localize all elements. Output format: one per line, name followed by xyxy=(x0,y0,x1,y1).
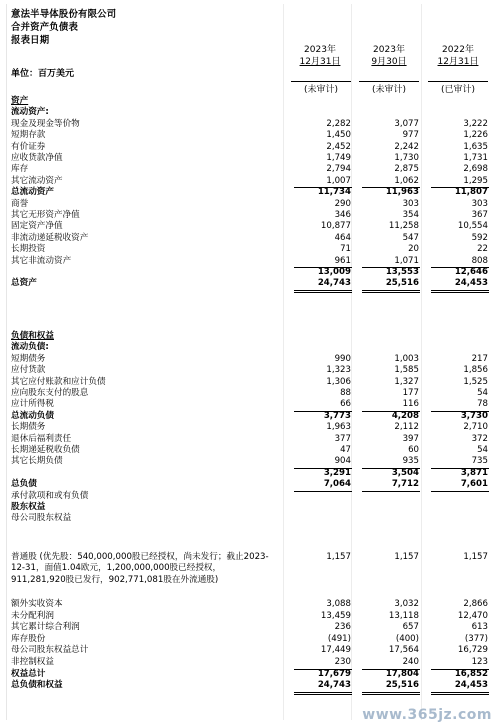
cell-value: 1,323 xyxy=(326,365,351,376)
cell-value: 12,470 xyxy=(457,610,488,621)
table-row xyxy=(7,119,494,130)
row-label: 短期债务 xyxy=(11,353,46,364)
cell-value: (491) xyxy=(327,633,351,644)
audit-status-2: (未审计) xyxy=(371,85,407,95)
cell-value: 977 xyxy=(402,130,419,141)
cell-value: 4,208 xyxy=(391,410,419,421)
cell-value: 7,601 xyxy=(460,479,488,490)
single-rule xyxy=(431,187,489,188)
table-row xyxy=(7,445,494,456)
row-label: 长期投资 xyxy=(11,244,46,255)
double-rule xyxy=(431,692,489,695)
table-row xyxy=(7,468,494,479)
table-row xyxy=(7,130,494,141)
balance-sheet xyxy=(6,4,493,720)
row-label: 母公司股东权益总计 xyxy=(11,645,89,656)
cell-value: 217 xyxy=(471,353,488,364)
single-rule xyxy=(431,411,489,412)
table-row xyxy=(7,267,494,278)
cell-value: 1,007 xyxy=(326,175,351,186)
cell-value: 2,282 xyxy=(326,118,351,129)
cell-value: 3,871 xyxy=(460,467,488,478)
column-header-2: 2023年 9月30日 xyxy=(371,45,407,67)
table-row xyxy=(7,611,494,622)
column-header-1: 2023年 12月31日 xyxy=(299,45,341,67)
single-rule xyxy=(431,669,489,670)
table-row xyxy=(7,388,494,399)
table-row xyxy=(7,491,494,502)
row-label: 其它应付账款和应计负债 xyxy=(11,376,106,387)
cell-value: 1,327 xyxy=(394,376,419,387)
single-rule xyxy=(362,411,420,412)
row-label: 其它累计综合利润 xyxy=(11,622,80,633)
cell-value: 24,453 xyxy=(454,680,488,691)
cell-value: 592 xyxy=(471,232,488,243)
cell-value: 377 xyxy=(334,433,351,444)
cell-value: 11,258 xyxy=(388,221,419,232)
cell-value: 78 xyxy=(477,399,488,410)
cell-value: 354 xyxy=(402,210,419,220)
statement-title: 合并资产负债表 xyxy=(11,22,79,33)
cell-value: 372 xyxy=(471,433,488,444)
row-label: 流动负债: xyxy=(11,342,49,353)
single-rule xyxy=(294,468,352,469)
cell-value: 2,698 xyxy=(463,164,488,175)
cell-value: 240 xyxy=(402,657,419,667)
table-row xyxy=(7,669,494,680)
table-row xyxy=(7,502,494,513)
row-label: 总负债 xyxy=(11,479,37,490)
table-row xyxy=(7,244,494,255)
single-rule xyxy=(294,187,352,188)
cell-value: 464 xyxy=(334,232,351,243)
cell-value: 1,749 xyxy=(326,153,351,163)
cell-value: 1,062 xyxy=(394,175,419,186)
row-label: 应计所得税 xyxy=(11,399,54,410)
cell-value: 13,459 xyxy=(320,610,351,621)
cell-value: 3,730 xyxy=(460,410,488,421)
cell-value: 17,449 xyxy=(320,645,351,656)
row-label: 商誉 xyxy=(11,198,29,209)
table-row xyxy=(7,96,494,107)
cell-value: 13,553 xyxy=(385,267,419,277)
table-row xyxy=(7,331,494,342)
cell-value: 24,453 xyxy=(454,278,488,289)
row-label: 非控制权益 xyxy=(11,657,54,667)
double-rule xyxy=(362,290,420,293)
cell-value: 10,554 xyxy=(457,221,488,232)
single-rule xyxy=(362,491,420,492)
cell-value: 11,807 xyxy=(454,187,488,198)
cell-value: 25,516 xyxy=(385,278,419,289)
row-label: 其它非流动资产 xyxy=(11,255,72,266)
cell-value: 346 xyxy=(334,210,351,220)
cell-value: 3,088 xyxy=(326,599,351,609)
table-row xyxy=(7,342,494,353)
column-header-3: 2022年 12月31日 xyxy=(437,45,479,67)
cell-value: 11,734 xyxy=(317,187,351,198)
row-label: 其它长期负债 xyxy=(11,456,63,467)
cell-value: 657 xyxy=(402,622,419,633)
row-label: 库存股份 xyxy=(11,633,46,644)
table-row xyxy=(7,233,494,244)
cell-value: 1,295 xyxy=(463,175,488,186)
watermark: www.365jz.com xyxy=(362,707,492,723)
cell-value: 1,731 xyxy=(463,153,488,163)
row-label: 未分配利润 xyxy=(11,610,54,621)
common-stock-row xyxy=(7,552,494,598)
cell-value: 24,743 xyxy=(317,278,351,289)
cell-value: 25,516 xyxy=(385,680,419,691)
row-label: 其它无形资产净值 xyxy=(11,210,80,220)
row-label: 应收货款净值 xyxy=(11,153,63,163)
cell-value: 24,743 xyxy=(317,680,351,691)
cell-value: 3,773 xyxy=(323,410,351,421)
cell-value: 88 xyxy=(340,388,351,398)
cell-value: 935 xyxy=(402,456,419,467)
cell-value: 16,729 xyxy=(457,645,488,656)
cell-value: 904 xyxy=(334,456,351,467)
cell-value: 735 xyxy=(471,456,488,467)
report-date-label: 报表日期 xyxy=(11,35,50,46)
table-row xyxy=(7,199,494,210)
cell-value: 1,226 xyxy=(463,130,488,141)
company-name: 意法半导体股份有限公司 xyxy=(11,9,117,20)
cell-value: 7,712 xyxy=(391,479,419,490)
table-row xyxy=(7,645,494,656)
cell-value: 1,157 xyxy=(463,552,488,562)
table-row xyxy=(7,153,494,164)
row-label: 母公司股东权益 xyxy=(11,513,72,524)
cell-value: 66 xyxy=(340,399,351,410)
cell-value: 303 xyxy=(471,198,488,209)
double-rule xyxy=(431,290,489,293)
row-label: 退休后福利责任 xyxy=(11,433,72,444)
single-rule xyxy=(294,411,352,412)
cell-value: (377) xyxy=(464,633,488,644)
cell-value: 3,077 xyxy=(394,118,419,129)
row-label: 总流动资产 xyxy=(11,187,54,198)
row-label: 总资产 xyxy=(11,278,37,289)
audit-status-3: (已审计) xyxy=(440,85,476,95)
row-label: 资产 xyxy=(11,96,29,106)
row-label: 应向股东支付的股息 xyxy=(11,388,89,398)
unit-label: 单位：百万美元 xyxy=(11,69,75,79)
cell-value: 290 xyxy=(334,198,351,209)
row-label: 长期递延税收负债 xyxy=(11,445,80,455)
table-row xyxy=(7,256,494,267)
cell-value: 17,679 xyxy=(317,668,351,679)
row-label: 长期债务 xyxy=(11,422,46,433)
cell-value: 1,585 xyxy=(394,365,419,376)
single-rule xyxy=(431,468,489,469)
table-row xyxy=(7,434,494,445)
cell-value: 1,450 xyxy=(326,130,351,141)
cell-value: (400) xyxy=(395,633,419,644)
single-rule xyxy=(362,669,420,670)
cell-value: 1,730 xyxy=(394,153,419,163)
row-label: 固定资产净值 xyxy=(11,221,63,232)
cell-value: 1,963 xyxy=(326,422,351,433)
table-row xyxy=(7,365,494,376)
row-label: 库存 xyxy=(11,164,29,175)
table-row xyxy=(7,622,494,633)
table-row xyxy=(7,422,494,433)
cell-value: 16,852 xyxy=(454,668,488,679)
table-row xyxy=(7,479,494,490)
cell-value: 54 xyxy=(477,388,488,398)
double-rule xyxy=(294,290,352,293)
cell-value: 397 xyxy=(402,433,419,444)
cell-value: 22 xyxy=(477,244,488,255)
cell-value: 60 xyxy=(408,445,419,455)
table-row xyxy=(7,221,494,232)
single-rule xyxy=(294,491,352,492)
row-label: 有价证券 xyxy=(11,141,46,152)
table-row xyxy=(7,187,494,198)
cell-value: 230 xyxy=(334,657,351,667)
table-row xyxy=(7,411,494,422)
cell-value: 961 xyxy=(334,255,351,266)
cell-value: 990 xyxy=(334,353,351,364)
table-row xyxy=(7,657,494,668)
cell-value: 3,504 xyxy=(391,467,419,478)
cell-value: 11,963 xyxy=(385,187,419,198)
double-rule xyxy=(362,692,420,695)
cell-value: 2,452 xyxy=(326,141,351,152)
cell-value: 177 xyxy=(402,388,419,398)
single-rule xyxy=(362,267,420,268)
table-row xyxy=(7,456,494,467)
row-label: 其它流动资产 xyxy=(11,175,63,186)
table-row xyxy=(7,354,494,365)
single-rule xyxy=(362,187,420,188)
row-label: 股东权益 xyxy=(11,502,46,512)
cell-value: 123 xyxy=(471,657,488,667)
cell-value: 13,009 xyxy=(317,267,351,277)
cell-value: 1,003 xyxy=(394,353,419,364)
single-rule xyxy=(294,267,352,268)
row-label: 应付货款 xyxy=(11,365,46,376)
cell-value: 236 xyxy=(334,622,351,633)
single-rule xyxy=(431,491,489,492)
cell-value: 367 xyxy=(471,210,488,220)
cell-value: 1,635 xyxy=(463,141,488,152)
row-label: 普通股 (优先股：540,000,000股已经授权，尚未发行；截止2023-12-31，面值1.04欧元，1,200,000,000股已经授权，911,281,920股已发行，902,771,081股在外流通股) xyxy=(11,552,269,585)
table-row xyxy=(7,278,494,289)
single-rule xyxy=(294,669,352,670)
table-row xyxy=(7,634,494,645)
table-row xyxy=(7,599,494,610)
row-label: 短期存款 xyxy=(11,130,46,141)
table-row xyxy=(7,513,494,524)
cell-value: 1,525 xyxy=(463,376,488,387)
cell-value: 2,710 xyxy=(463,422,488,433)
cell-value: 1,071 xyxy=(394,255,419,266)
row-label: 总流动负债 xyxy=(11,410,54,421)
cell-value: 303 xyxy=(402,198,419,209)
cell-value: 613 xyxy=(471,622,488,633)
cell-value: 2,866 xyxy=(463,599,488,609)
cell-value: 54 xyxy=(477,445,488,455)
table-row xyxy=(7,399,494,410)
row-label: 权益总计 xyxy=(11,668,46,679)
cell-value: 2,242 xyxy=(394,141,419,152)
table-row xyxy=(7,164,494,175)
cell-value: 10,877 xyxy=(320,221,351,232)
cell-value: 3,032 xyxy=(394,599,419,609)
cell-value: 3,291 xyxy=(323,467,351,478)
cell-value: 2,794 xyxy=(326,164,351,175)
row-label: 非流动递延税收资产 xyxy=(11,232,89,243)
cell-value: 3,222 xyxy=(463,118,488,129)
cell-value: 2,112 xyxy=(394,422,419,433)
single-rule xyxy=(362,468,420,469)
cell-value: 547 xyxy=(402,232,419,243)
audit-status-1: (未审计) xyxy=(303,85,339,95)
double-rule xyxy=(294,692,352,695)
row-label: 额外实收资本 xyxy=(11,599,63,609)
row-label: 承付款项和或有负债 xyxy=(11,490,89,501)
cell-value: 808 xyxy=(471,255,488,266)
cell-value: 47 xyxy=(340,445,351,455)
cell-value: 17,804 xyxy=(385,668,419,679)
table-row xyxy=(7,142,494,153)
single-rule xyxy=(431,267,489,268)
row-label: 负债和权益 xyxy=(11,331,54,341)
cell-value: 7,064 xyxy=(323,479,351,490)
cell-value: 1,856 xyxy=(463,365,488,376)
table-row xyxy=(7,377,494,388)
table-row xyxy=(7,210,494,221)
cell-value: 1,157 xyxy=(394,552,419,562)
cell-value: 13,118 xyxy=(388,610,419,621)
row-label: 流动资产: xyxy=(11,107,49,118)
table-row xyxy=(7,176,494,187)
cell-value: 116 xyxy=(402,399,419,410)
cell-value: 2,875 xyxy=(394,164,419,175)
cell-value: 12,646 xyxy=(454,267,488,277)
cell-value: 1,157 xyxy=(326,552,351,562)
table-row xyxy=(7,680,494,691)
cell-value: 20 xyxy=(408,244,419,255)
cell-value: 71 xyxy=(340,244,351,255)
table-row xyxy=(7,107,494,118)
cell-value: 17,564 xyxy=(388,645,419,656)
row-label: 现金及现金等价物 xyxy=(11,118,80,129)
cell-value: 1,306 xyxy=(326,376,351,387)
row-label: 总负债和权益 xyxy=(11,680,63,691)
